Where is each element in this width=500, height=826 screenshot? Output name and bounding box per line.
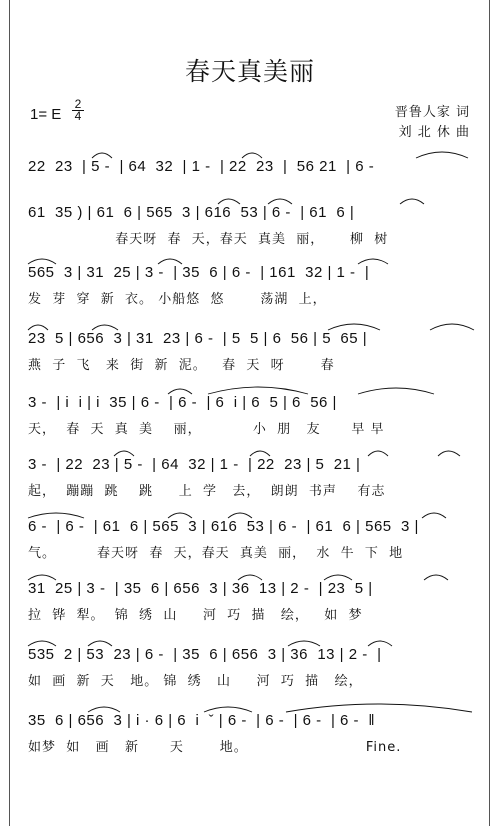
- time-signature-bottom: 4: [74, 109, 82, 123]
- lyric-line: 春天呀 春 天，春天 真美 丽， 柳 树: [28, 232, 389, 247]
- lyric-line: 如梦 如 画 新 天 地。 Fine.: [28, 740, 402, 755]
- numbered-notes: 3 - | i i | i 35 | 6 - | 6 - | 6 i | 6 5 | 6 56 |: [28, 394, 337, 411]
- song-title: 春天真美丽: [184, 57, 315, 86]
- time-signature-top: 2: [74, 97, 82, 111]
- lyric-line: 拉 铧 犁。 锦 绣 山 河 巧 描 绘， 如 梦: [28, 608, 363, 623]
- numbered-notes: 565 3 | 31 25 | 3 - | 35 6 | 6 - | 161 32 | 1 - |: [28, 264, 370, 281]
- key-signature: 1= E: [30, 106, 62, 123]
- numbered-notes: 535 2 | 53 23 | 6 - | 35 6 | 656 3 | 36 13 | 2 - |: [28, 646, 382, 663]
- lyricist-credit: 晋鲁人家 词: [394, 105, 470, 120]
- left-border-line: [9, 0, 10, 826]
- numbered-notes: 61 35 ) | 61 6 | 565 3 | 616 53 | 6 - | 61 6 |: [28, 204, 355, 221]
- lyric-line: 燕 子 飞 来 街 新 泥。 春 天 呀 春: [28, 358, 335, 373]
- numbered-notes: 22 23 | 5 - | 64 32 | 1 - | 22 23 | 56 21 | 6 -: [28, 158, 375, 175]
- lyric-line: 气。 春天呀 春 天，春天 真美 丽， 水 牛 下 地: [28, 546, 404, 561]
- lyric-line: 发 芽 穿 新 衣。 小船悠 悠 荡湖 上，: [28, 292, 327, 307]
- lyric-line: 天， 春 天 真 美 丽， 小 朋 友 早 早: [28, 422, 385, 437]
- time-signature: [72, 99, 84, 122]
- lyric-line: 如 画 新 天 地。 锦 绣 山 河 巧 描 绘，: [28, 674, 363, 689]
- numbered-notes: 6 - | 6 - | 61 6 | 565 3 | 616 53 | 6 - | 61 6 | 565 3 |: [28, 518, 419, 535]
- numbered-notes: 31 25 | 3 - | 35 6 | 656 3 | 36 13 | 2 - | 23 5 |: [28, 580, 373, 597]
- numbered-notes: 35 6 | 656 3 | i · 6 | 6 i ˇ | 6 - | 6 - | 6 - | 6 - ‖: [28, 712, 376, 729]
- composer-credit: 刘 北 休 曲: [398, 125, 470, 140]
- numbered-notes: 3 - | 22 23 | 5 - | 64 32 | 1 - | 22 23 | 5 21 |: [28, 456, 361, 473]
- right-border-line: [489, 0, 490, 826]
- numbered-notes: 23 5 | 656 3 | 31 23 | 6 - | 5 5 | 6 56 | 5 65 |: [28, 330, 368, 347]
- lyric-line: 起， 蹦蹦 跳 跳 上 学 去， 朗朗 书声 有志: [28, 484, 386, 499]
